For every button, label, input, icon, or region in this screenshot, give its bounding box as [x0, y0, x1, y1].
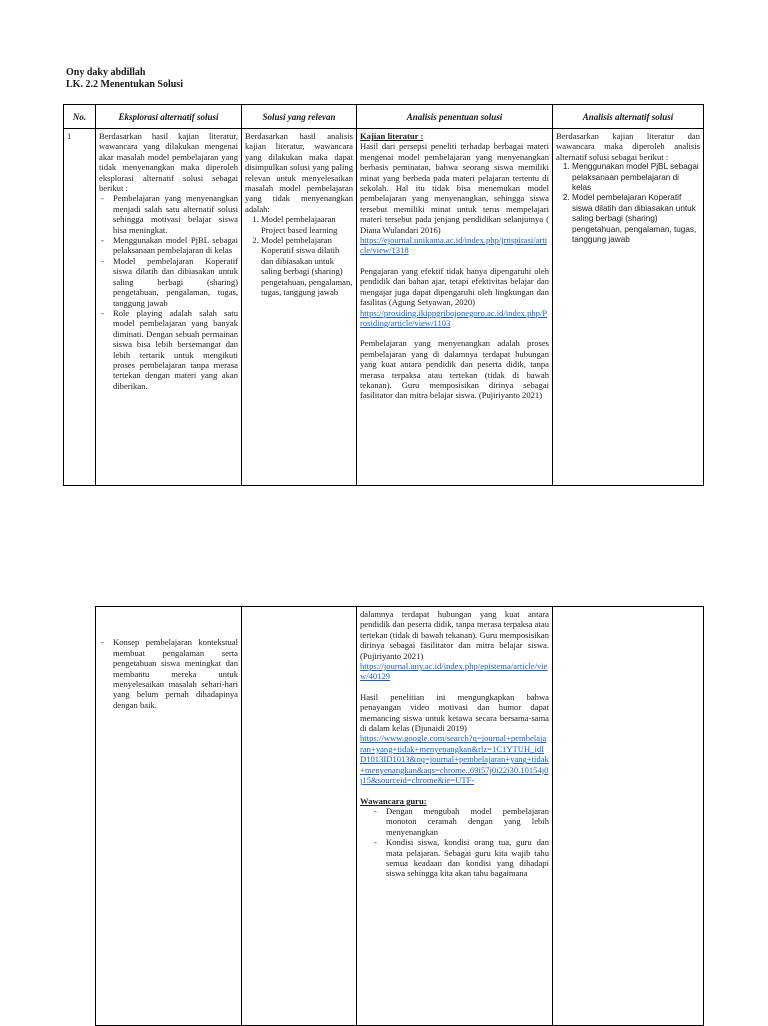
- author-name: Ony daky abdillah: [66, 67, 146, 78]
- kajian-literatur-heading: Kajian literatur :: [360, 131, 424, 141]
- cell-eksplorasi-continued: [96, 607, 242, 1026]
- reference-link[interactable]: https://ejournal.unikama.ac.id/index.php/jrnspirasi/article/view/1318: [360, 235, 548, 256]
- reference-link[interactable]: https://journal.uny.ac.id/index.php/epistema/article/view/40129: [360, 661, 548, 682]
- author-block: [66, 67, 183, 91]
- cell-analisis-continued: [357, 607, 553, 1026]
- list-item: - Konsep pembelajaran kontekstual membuat pengalaman serta pengetahuan siswa meningkat dan membantu mereka untuk menyelesaikan masalah sehari-hari yang belum pernah dihadapinya dengan baik.: [113, 637, 238, 710]
- reference-link[interactable]: https://prosiding.ikippgribojonegoro.ac.id/index.php/Prosiding/article/view/1103: [360, 307, 548, 328]
- header-analisis-penentuan: Analisis penentuan solusi: [357, 105, 553, 129]
- solusi-intro: Berdasarkan hasil analisis kajian literatur, wawancara yang dilakukan maka dapat disimpulkan solusi yang paling relevan untuk menyelesaikan masalah model pembelajaran yang tidak menyenangkan adalah:: [245, 131, 353, 214]
- wawancara-list: [360, 806, 549, 879]
- header-solusi-relevan: Solusi yang relevan: [242, 105, 357, 129]
- wawancara-heading: Wawancara guru:: [360, 795, 427, 806]
- cell-solusi-relevan: [242, 129, 357, 486]
- reference-link[interactable]: https://www.google.com/search?q=journal+pembelajaran+yang+tidak+menyenangkan&rlz=1C1YTUH_idID1013ID1013&oq=journal+pembelajaran+yang+tidak+menyenangkan&aqs=chrome..69i57j0i22i30.10154j0j15&sourceid=chrome&ie=UTF-: [360, 733, 549, 786]
- cell-analisis-alternatif: [553, 129, 704, 486]
- list-item: - Kondisi siswa, kondisi orang tua, guru dan mata pelajaran. Sebagai guru kita wajib tahu semua keadaan dan kondisi yang dihadapi siswa sehingga kita akan tahu bagaimana: [386, 837, 549, 879]
- list-item: - Model pembelajaran Koperatif siswa dilatih dan dibiasakan untuk saling berbagi (sharing) pengetahuan, pengalaman, tugas, tanggung jawab: [113, 256, 238, 308]
- eksplorasi-list-continued: [99, 567, 238, 710]
- cell-eksplorasi: [96, 129, 242, 486]
- header-no: No.: [64, 105, 96, 129]
- kajian-paragraph: Hasil dari persepsi peneliti terhadap berbagai materi mengenai model pembelajaran yang menyenangkan berbasis peminatan, bahwa seorang siswa memiliki minat yang berbeda pada materi pelajaran tertentu di sekolah. Hal itu tidak bisa menemukan model pembelajaran yang menyenangkan, sehingga siswa tersebut memiliki minat untuk terus mempelajari materi tersebut pada jenjang pendidikan selanjutnya ( Diana Wulandari 2016): [360, 141, 549, 235]
- solution-table-page2: [95, 606, 704, 1026]
- list-item: 1. Model pembelajaaran Project based learning: [261, 214, 353, 235]
- list-item: - Pembelajaran yang menyenangkan menjadi salah satu alternatif solusi sehingga motivasi belajar siswa bisa meningkat.: [113, 193, 238, 235]
- list-item: 2. Model pembelajaran Koperatif siswa dilatih dan dibiasakan untuk saling berbagi (sharing) pengetahuan, pengalaman, tugas, tanggung jawab: [572, 193, 700, 245]
- solution-table-page1: [63, 104, 704, 486]
- document-subtitle: LK. 2.2 Menentukan Solusi: [66, 79, 183, 90]
- kajian-paragraph: Hasil penelitian ini mengungkapkan bahwa penayangan video motivasi dan humor dapat memancing siswa untuk ketawa secara bersama-sama di dalam kelas (Djunaidi 2019): [360, 691, 549, 734]
- alternatif-list: [556, 162, 700, 245]
- list-item: - Dengan mengubah model pembelajaran monoton ceramah dengan yang lebih menyenangkan: [386, 806, 549, 837]
- kajian-paragraph: Pengajaran yang efektif tidak hanya dipengaruhi oleh pendidik dan bahan ajar, tetapi efektivitas belajar dan mengajar juga dapat dipengaruhi oleh lingkungan dan fasilitas (Agung Setyawan, 2020): [360, 265, 549, 308]
- header-analisis-alternatif: Analisis alternatif solusi: [553, 105, 704, 129]
- list-item: - Role playing adalah salah satu model pembelajaran yang banyak diminati. Dengan sebuah permainan siswa bisa lebih bersemangat dan lebih tertarik untuk mengikuti proses pembelajaran tanpa merasa tertekan dengan materi yang akan diberikan.: [113, 308, 238, 391]
- continued-text: dalamnya terdapat hubungan yang kuat antara pendidik dan peserta didik, tanpa merasa terpaksa atau tertekan (tidak di bawah tekanan). Guru memposisikan dirinya sebagai fasilitator dan mitra belajar siswa. (Pujiriyanto 2021): [360, 609, 549, 661]
- table-row: [64, 129, 704, 486]
- cell-alternatif-continued: [553, 607, 704, 1026]
- row-number: 1: [64, 129, 96, 486]
- list-item: 1. Menggunakan model PjBL sebagai pelaksanaan pembelajaran di kelas: [572, 162, 700, 193]
- solusi-list: [245, 214, 353, 297]
- list-item: - Menggunakan model PjBL sebagai pelaksanaan pembelajaran di kelas: [113, 235, 238, 256]
- cell-solusi-continued: [242, 607, 357, 1026]
- kajian-paragraph: Pembelajaran yang menyenangkan adalah proses pembelajaran yang di dalamnya terdapat hubungan yang kuat antara pendidik dan peserta didik, tanpa merasa terpaksa atau tertekan (tidak di bawah tekanan). Guru memposisikan dirinya sebagai fasilitator dan mitra belajar siswa. (Pujiriyanto 2021): [360, 338, 549, 401]
- eksplorasi-intro: Berdasarkan hasil kajian literatur, wawancara yang dilakukan mengenai akar masalah model pembelajaran yang tidak menyenangkan maka diperoleh eksplorasi alternatif solusi sebagai berikut :: [99, 131, 238, 194]
- table-row: [96, 607, 704, 1026]
- eksplorasi-list: [99, 193, 238, 391]
- cell-analisis-penentuan: [357, 129, 553, 486]
- list-item: 2. Model pembelajaran Koperatif siswa dilatih dan dibiasakan untuk saling berbagi (sharing) pengetahuan, pengalaman, tugas, tanggung jawab: [261, 235, 353, 297]
- alternatif-intro: Berdasarkan kajian literatur dan wawancara maka diperoleh analisis alternatif solusi sebagai berikut :: [556, 131, 700, 162]
- header-eksplorasi: Eksplorasi alternatif solusi: [96, 105, 242, 129]
